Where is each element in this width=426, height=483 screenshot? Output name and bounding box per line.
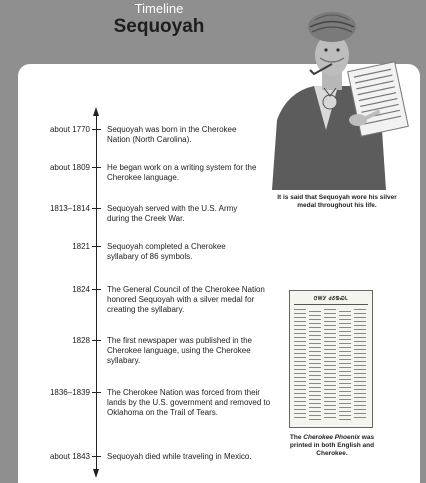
timeline-date: about 1770 (49, 125, 90, 134)
timeline-date: 1824 (72, 285, 90, 294)
page-title: Sequoyah (113, 16, 205, 37)
newspaper-column (324, 309, 336, 423)
newspaper-column (294, 309, 306, 423)
timeline-date: about 1843 (49, 452, 90, 461)
newspaper-caption-prefix: The (289, 434, 304, 441)
timeline-arrow-down (93, 469, 99, 478)
newspaper-caption (284, 434, 380, 458)
timeline-tick (92, 340, 101, 341)
newspaper-column (339, 309, 351, 423)
timeline-tick (92, 167, 101, 168)
newspaper-caption-rest: was printed in both English and Cherokee. (289, 434, 375, 457)
timeline-date: 1836–1839 (49, 388, 90, 397)
timeline-event: The General Council of the Cherokee Nation honored Sequoyah with a silver medal for creating the syllabary. (107, 285, 265, 314)
newspaper-column (354, 309, 366, 423)
newspaper-masthead: ᏣᎳᎩ ᏧᎴᏫᏍᏓ (294, 295, 368, 305)
timeline-event: Sequoyah died while traveling in Mexico. (107, 452, 252, 461)
newspaper-column (309, 309, 321, 423)
timeline-tick (92, 289, 101, 290)
timeline-tick (92, 246, 101, 247)
newspaper-caption-title: Cherokee Phoenix (303, 434, 360, 441)
timeline-date: about 1809 (49, 163, 90, 172)
timeline-date: 1813–1814 (49, 204, 90, 213)
sequoyah-portrait (262, 0, 412, 190)
timeline-tick (92, 208, 101, 209)
timeline-tick (92, 129, 101, 130)
timeline-event: Sequoyah served with the U.S. Army during the Creek War. (107, 204, 238, 223)
timeline-event: Sequoyah was born in the Cherokee Nation (North Carolina). (107, 125, 237, 144)
timeline-tick (92, 392, 101, 393)
timeline-event: Sequoyah completed a Cherokee syllabary of 86 symbols. (107, 242, 226, 261)
timeline-axis (96, 110, 97, 475)
timeline-event: He began work on a writing system for the Cherokee language. (107, 163, 257, 182)
cherokee-phoenix-newspaper (289, 290, 373, 428)
timeline-tick (92, 456, 101, 457)
timeline-date: 1828 (72, 336, 90, 345)
timeline-date: 1821 (72, 242, 90, 251)
portrait-caption: It is said that Sequoyah wore his silver medal throughout his life. (277, 194, 397, 209)
timeline-event: The Cherokee Nation was forced from their lands by the U.S. government and removed to Oklahoma on the Trail of Tears. (107, 388, 271, 417)
timeline-event: The first newspaper was published in the Cherokee language, using the Cherokee syllabary. (107, 336, 252, 365)
header-kicker: Timeline (134, 1, 184, 16)
